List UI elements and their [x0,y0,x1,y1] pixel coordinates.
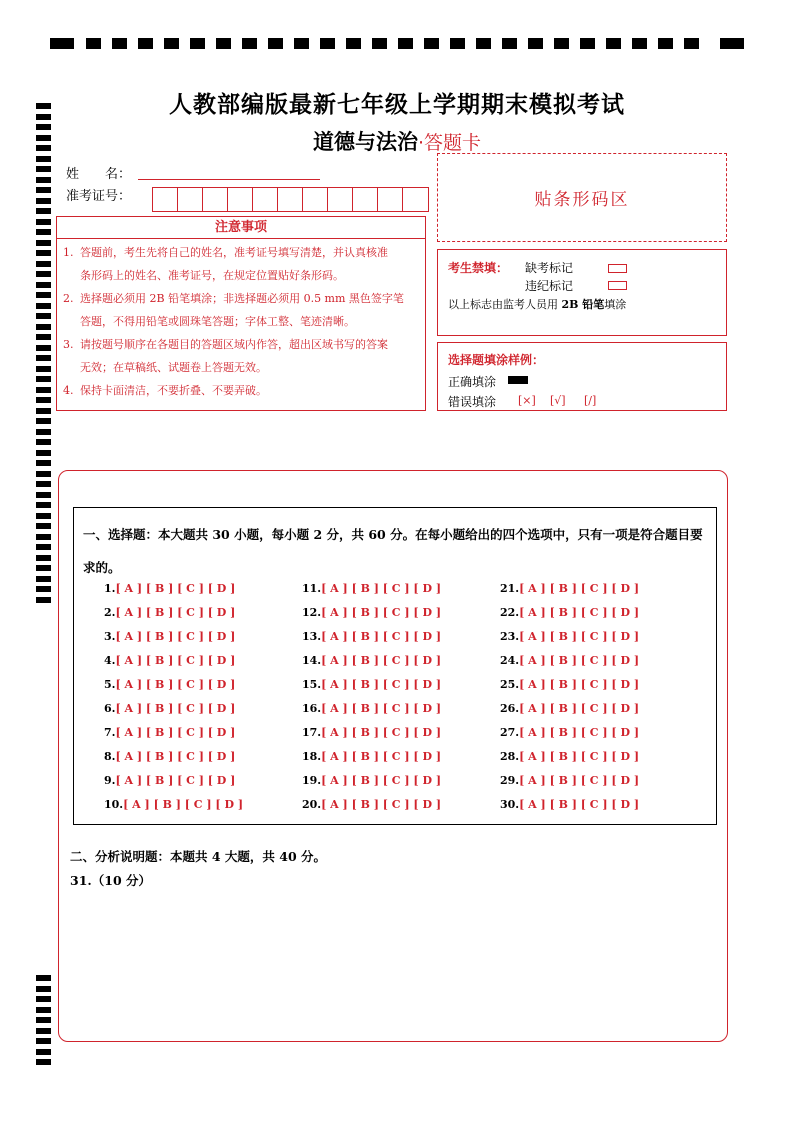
question-number: 5. [104,678,116,691]
id-digit-box[interactable] [328,188,353,211]
timing-mark [86,38,101,49]
question-31-label: 31.（10 分） [70,873,151,888]
timing-mark [528,38,543,49]
timing-mark [424,38,439,49]
timing-mark [36,460,51,466]
notice-item-line2: 答题，不得用铅笔或圆珠笔答题；字体工整、笔迹清晰。 [80,315,355,328]
timing-mark [216,38,231,49]
question-number: 28. [500,750,520,763]
forbidden-note: 以上标志由监考人员用 2B 铅笔填涂 [448,298,627,311]
question-12[interactable] [302,606,441,619]
timing-mark [36,303,51,309]
id-digit-box[interactable] [353,188,378,211]
timing-mark [36,282,51,288]
timing-mark [36,502,51,508]
timing-mark [36,1049,51,1055]
timing-mark [36,418,51,424]
id-label: 准考证号： [66,189,132,204]
notice-item [63,287,419,333]
question-10[interactable] [104,798,243,811]
id-digit-box[interactable] [303,188,328,211]
answer-options[interactable]: [ A ] [ B ] [ C ] [ D ] [519,630,640,643]
timing-mark [36,219,51,225]
sample-heading: 选择题填涂样例： [448,353,545,367]
timing-mark [138,38,153,49]
id-digit-box[interactable] [228,188,253,211]
name-field[interactable] [138,178,320,180]
timing-mark [36,471,51,477]
answer-options[interactable]: [ A ] [ B ] [ C ] [ D ] [115,654,236,667]
notice-item-line1: 答题前，考生先将自己的姓名，准考证号填写清楚，并认真核准 [80,246,388,259]
answer-options[interactable]: [ A ] [ B ] [ C ] [ D ] [321,678,442,691]
notice-item-number: 3. [63,338,74,351]
question-number: 10. [104,798,124,811]
analysis-section-heading: 二、分析说明题：本题共 4 大题，共 40 分。 [70,849,327,864]
question-number: 19. [302,774,322,787]
question-23[interactable] [500,630,639,643]
question-15[interactable] [302,678,441,691]
timing-mark [320,38,335,49]
timing-mark [36,324,51,330]
timing-mark [36,1017,51,1023]
candidate-id-boxes[interactable] [152,187,429,212]
absent-mark-label: 缺考标记 [525,261,574,275]
timing-mark [36,397,51,403]
question-number: 9. [104,774,116,787]
question-6[interactable] [104,702,235,715]
timing-mark [606,38,621,49]
question-number: 22. [500,606,520,619]
answer-options[interactable]: [ A ] [ B ] [ C ] [ D ] [115,606,236,619]
question-number: 23. [500,630,520,643]
question-17[interactable] [302,726,441,739]
question-3[interactable] [104,630,235,643]
answer-options[interactable]: [ A ] [ B ] [ C ] [ D ] [115,774,236,787]
answer-card-label: ·答题卡 [417,132,482,154]
timing-mark [36,1059,51,1065]
timing-mark [36,376,51,382]
name-label: 姓 名： [66,167,132,182]
timing-mark [50,38,74,49]
question-number: 29. [500,774,520,787]
answer-options[interactable]: [ A ] [ B ] [ C ] [ D ] [519,582,640,595]
question-number: 3. [104,630,116,643]
id-digit-box[interactable] [378,188,403,211]
answer-options[interactable]: [ A ] [ B ] [ C ] [ D ] [321,582,442,595]
timing-mark [164,38,179,49]
timing-mark [36,355,51,361]
timing-mark [36,240,51,246]
timing-mark [36,261,51,267]
question-number: 25. [500,678,520,691]
answer-options[interactable]: [ A ] [ B ] [ C ] [ D ] [321,654,442,667]
timing-mark [36,1007,51,1013]
timing-mark [36,208,51,214]
timing-mark [36,1038,51,1044]
timing-mark [36,565,51,571]
question-19[interactable] [302,774,441,787]
answer-options[interactable]: [ A ] [ B ] [ C ] [ D ] [519,726,640,739]
answer-options[interactable]: [ A ] [ B ] [ C ] [ D ] [321,702,442,715]
fill-sample-box [437,342,727,411]
answer-options[interactable]: [ A ] [ B ] [ C ] [ D ] [321,726,442,739]
id-digit-box[interactable] [253,188,278,211]
notice-item-number: 2. [63,292,74,305]
subject-name: 道德与法治 [312,130,418,154]
answer-options[interactable]: [ A ] [ B ] [ C ] [ D ] [321,606,442,619]
timing-mark [36,544,51,550]
examinee-forbidden-box [437,249,727,336]
question-2[interactable] [104,606,235,619]
answer-options[interactable]: [ A ] [ B ] [ C ] [ D ] [519,654,640,667]
notice-box [56,216,426,411]
timing-mark [36,523,51,529]
barcode-area: 贴条形码区 [437,153,727,242]
timing-mark [36,986,51,992]
notice-item-line2: 无效；在草稿纸、试题卷上答题无效。 [80,361,267,374]
timing-mark [294,38,309,49]
question-number: 18. [302,750,322,763]
timing-mark [554,38,569,49]
timing-mark [36,429,51,435]
notice-item-line1: 保持卡面清洁，不要折叠、不要弄破。 [80,384,267,397]
answer-options[interactable]: [ A ] [ B ] [ C ] [ D ] [115,630,236,643]
question-30[interactable] [500,798,639,811]
answer-options[interactable]: [ A ] [ B ] [ C ] [ D ] [115,678,236,691]
answer-options[interactable]: [ A ] [ B ] [ C ] [ D ] [321,630,442,643]
question-28[interactable] [500,750,639,763]
question-4[interactable] [104,654,235,667]
timing-mark [36,513,51,519]
timing-mark [36,334,51,340]
timing-mark [36,366,51,372]
wrong-fill-label: 错误填涂 [448,395,497,409]
question-number: 11. [302,582,322,595]
question-29[interactable] [500,774,639,787]
question-20[interactable] [302,798,441,811]
question-number: 21. [500,582,520,595]
timing-mark [36,313,51,319]
timing-mark [268,38,283,49]
answer-options[interactable]: [ A ] [ B ] [ C ] [ D ] [519,678,640,691]
absent-mark-box [608,264,627,273]
question-11[interactable] [302,582,441,595]
notice-item-number: 1. [63,246,74,259]
question-24[interactable] [500,654,639,667]
timing-mark [36,345,51,351]
timing-mark [36,450,51,456]
question-number: 12. [302,606,322,619]
answer-options[interactable]: [ A ] [ B ] [ C ] [ D ] [115,582,236,595]
timing-mark [36,250,51,256]
top-timing-marks [50,38,745,50]
timing-mark [36,292,51,298]
question-number: 20. [302,798,322,811]
answer-options[interactable]: [ A ] [ B ] [ C ] [ D ] [519,774,640,787]
answer-options[interactable]: [ A ] [ B ] [ C ] [ D ] [519,750,640,763]
notice-item-number: 4. [63,384,74,397]
question-18[interactable] [302,750,441,763]
timing-mark [36,975,51,981]
answer-options[interactable]: [ A ] [ B ] [ C ] [ D ] [519,606,640,619]
timing-mark [684,38,699,49]
notice-item-line1: 请按题号顺序在各题目的答题区域内作答，超出区域书写的答案 [80,338,388,351]
question-27[interactable] [500,726,639,739]
wrong-mark-check: [√] [550,394,566,407]
wrong-mark-slash: [/] [584,394,597,407]
question-number: 4. [104,654,116,667]
timing-mark [36,996,51,1002]
notice-item-line2: 条形码上的姓名、准考证号，在规定位置贴好条形码。 [80,269,344,282]
question-7[interactable] [104,726,235,739]
question-number: 24. [500,654,520,667]
question-number: 16. [302,702,322,715]
answer-options[interactable]: [ A ] [ B ] [ C ] [ D ] [321,774,442,787]
forbidden-heading: 考生禁填： [448,261,509,275]
timing-mark [346,38,361,49]
timing-mark [112,38,127,49]
timing-mark [36,555,51,561]
answer-options[interactable]: [ A ] [ B ] [ C ] [ D ] [519,798,640,811]
timing-mark [36,439,51,445]
correct-fill-mark [508,376,528,384]
timing-mark [36,597,51,603]
timing-mark [658,38,673,49]
question-number: 14. [302,654,322,667]
timing-mark [36,177,51,183]
question-number: 17. [302,726,322,739]
question-number: 6. [104,702,116,715]
id-digit-box[interactable] [278,188,303,211]
timing-mark [450,38,465,49]
timing-mark [36,271,51,277]
question-25[interactable] [500,678,639,691]
timing-mark [502,38,517,49]
timing-mark [36,166,51,172]
answer-options[interactable]: [ A ] [ B ] [ C ] [ D ] [115,702,236,715]
timing-mark [580,38,595,49]
timing-mark [36,492,51,498]
answer-options[interactable]: [ A ] [ B ] [ C ] [ D ] [115,726,236,739]
timing-mark [372,38,387,49]
choice-instruction: 一、选择题：本大题共 30 小题，每小题 2 分，共 60 分。在每小题给出的四个选项中，只有一项是符合题目要求的。 [83,527,703,575]
question-number: 13. [302,630,322,643]
correct-fill-label: 正确填涂 [448,375,497,389]
violation-mark-label: 违纪标记 [525,279,574,293]
timing-mark [36,1028,51,1034]
timing-mark [36,481,51,487]
id-digit-box[interactable] [178,188,203,211]
subject-title [0,126,794,156]
question-22[interactable] [500,606,639,619]
id-digit-box[interactable] [203,188,228,211]
timing-mark [36,229,51,235]
question-26[interactable] [500,702,639,715]
question-number: 2. [104,606,116,619]
timing-mark [36,576,51,582]
answer-options[interactable]: [ A ] [ B ] [ C ] [ D ] [321,798,442,811]
answer-options[interactable]: [ A ] [ B ] [ C ] [ D ] [115,750,236,763]
timing-mark [476,38,491,49]
timing-mark [36,198,51,204]
question-8[interactable] [104,750,235,763]
timing-mark [36,534,51,540]
id-digit-box[interactable] [153,188,178,211]
question-16[interactable] [302,702,441,715]
question-1[interactable] [104,582,235,595]
notice-heading: 注意事项 [57,217,425,239]
notice-item [63,379,419,402]
question-9[interactable] [104,774,235,787]
timing-mark [190,38,205,49]
exam-title: 人教部编版最新七年级上学期期末模拟考试 [169,92,625,118]
notice-item-line1: 选择题必须用 2B 铅笔填涂；非选择题必须用 0.5 mm 黑色签字笔 [80,292,404,305]
violation-mark-box [608,281,627,290]
answer-options[interactable]: [ A ] [ B ] [ C ] [ D ] [123,798,244,811]
id-digit-box[interactable] [403,188,428,211]
timing-mark [242,38,257,49]
question-number: 7. [104,726,116,739]
timing-mark [36,187,51,193]
timing-mark [36,156,51,162]
question-13[interactable] [302,630,441,643]
timing-mark [720,38,744,49]
question-number: 1. [104,582,116,595]
timing-mark [36,408,51,414]
question-number: 15. [302,678,322,691]
wrong-mark-cross: [×] [518,394,536,407]
timing-mark [36,586,51,592]
question-21[interactable] [500,582,639,595]
question-number: 27. [500,726,520,739]
timing-mark [632,38,647,49]
question-14[interactable] [302,654,441,667]
notice-item [63,333,419,379]
answer-options[interactable]: [ A ] [ B ] [ C ] [ D ] [519,702,640,715]
choice-section [73,507,717,825]
question-5[interactable] [104,678,235,691]
timing-mark [398,38,413,49]
notice-item [63,241,419,287]
answer-options[interactable]: [ A ] [ B ] [ C ] [ D ] [321,750,442,763]
question-number: 26. [500,702,520,715]
timing-mark [36,387,51,393]
question-number: 8. [104,750,116,763]
question-number: 30. [500,798,520,811]
